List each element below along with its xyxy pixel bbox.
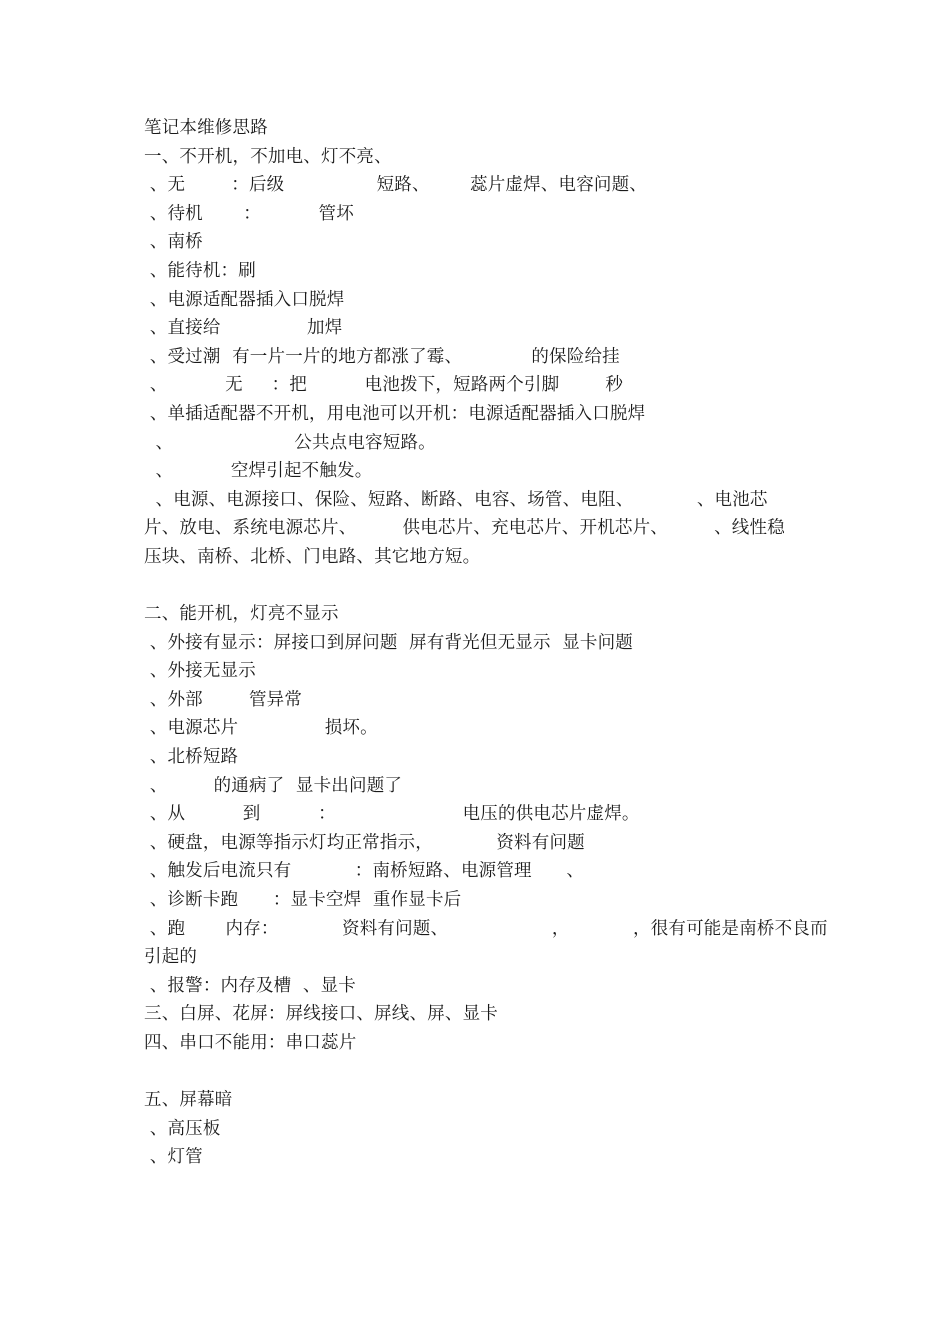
section-1-item: 、电源适配器插入口脱焊 [144,289,345,310]
section-1-item: 、 无 ：把 电池拨下，短路两个引脚 秒 [144,375,624,396]
paragraph-spacer [144,1058,816,1087]
section-2-item: 、诊断卡跑 ：显卡空焊 重作显卡后 [144,890,462,911]
section-5-item: 、灯管 [144,1147,203,1168]
section-2-item: 、 的通病了 显卡出问题了 [144,775,403,796]
section-5-heading: 五、屏幕暗 [144,1090,233,1111]
section-1-item: 、能待机：刷 [144,260,256,281]
section-1-item: 、电源、电源接口、保险、短路、断路、电容、场管、电阻、 、电池芯 [144,489,768,510]
section-3-heading: 三、白屏、花屏：屏线接口、屏线、屏、显卡 [144,1004,498,1025]
section-1-item: 片、放电、系统电源芯片、 供电芯片、充电芯片、开机芯片、 、线性稳 [144,518,785,539]
section-4-heading: 四、串口不能用：串口蕊片 [144,1033,357,1053]
section-1-item: 、受过潮 有一片一片的地方都涨了霉、 的保险给挂 [144,346,620,367]
section-1-item: 压块、南桥、北桥、门电路、其它地方短。 [144,546,481,567]
paragraph-spacer [144,572,816,601]
section-1-item: 、单插适配器不开机，用电池可以开机：电源适配器插入口脱焊 [144,403,646,424]
section-2-item: 、电源芯片 损坏。 [144,718,378,739]
section-2-item: 、从 到 ： 电压的供电芯片虚焊。 [144,804,640,825]
section-2-item: 、报警：内存及槽 、显卡 [144,975,356,996]
section-1-item: 、南桥 [144,232,203,253]
document-title: 笔记本维修思路 [144,118,268,138]
section-1-item: 、 空焊引起不触发。 [144,461,373,482]
section-2-item: 、外接有显示：屏接口到屏问题 屏有背光但无显示 显卡问题 [144,632,634,653]
section-2-item: 、外部 管异常 [144,689,303,710]
section-2-item: 、跑 内存： 资料有问题、 ， ，很有可能是南桥不良而 [144,918,828,939]
section-2-item: 、硬盘，电源等指示灯均正常指示， 资料有问题 [144,832,585,853]
section-1-heading: 一、不开机，不加电、灯不亮、 [144,146,392,167]
section-5-item: 、高压板 [144,1118,221,1139]
document-body [144,114,828,1172]
section-2-item: 、触发后电流只有 ：南桥短路、电源管理 、 [144,861,585,882]
section-2-item: 引起的 [144,947,198,968]
section-1-item: 、直接给 加焊 [144,318,343,339]
section-1-item: 、 公共点电容短路。 [144,432,436,453]
section-1-item: 、无 ：后级 短路、 蕊片虚焊、电容问题、 [144,175,648,196]
section-2-item: 、外接无显示 [144,661,256,682]
section-1-item: 、待机 ： 管坏 [144,203,354,224]
section-2-heading: 二、能开机，灯亮不显示 [144,604,339,625]
section-2-item: 、北桥短路 [144,747,239,768]
